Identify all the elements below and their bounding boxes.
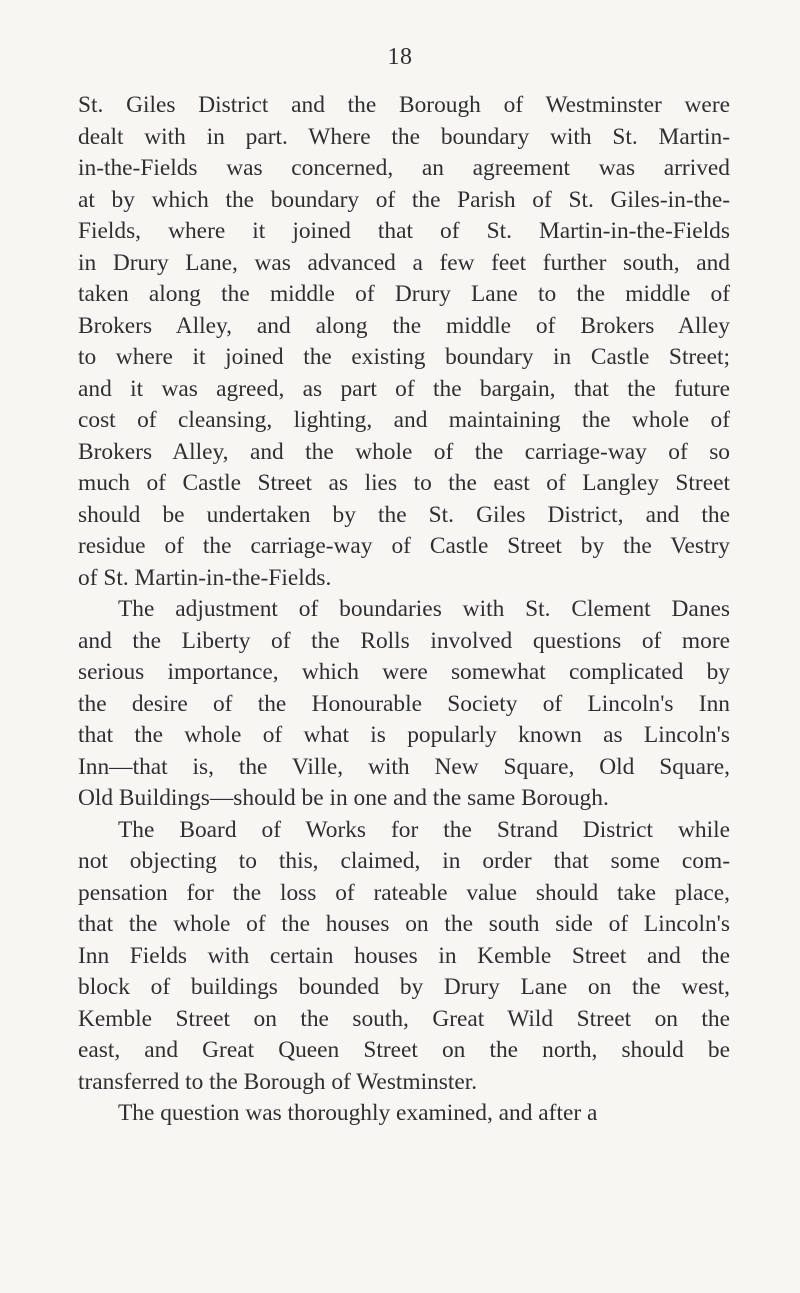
text-line: dealt with in part. Where the boundary with St. Martin- [78,123,730,150]
paragraph [78,594,730,815]
text-line: cost of cleansing, lighting, and maintaining the whole of [78,407,730,433]
text-line: in Drury Lane, was advanced a few feet further south, and [78,249,730,276]
paragraph [78,815,730,1099]
text-line: Inn—that is, the Ville, with New Square, Old Square, [78,753,730,780]
text-line: residue of the carriage-way of Castle Street by the Vestry [78,533,730,559]
text-line: Brokers Alley, and along the middle of Brokers Alley [78,312,730,339]
text-line: the desire of the Honourable Society of Lincoln's Inn [78,690,730,717]
text-line: taken along the middle of Drury Lane to the middle of [78,281,730,307]
paragraph [78,90,730,594]
text-line: at by which the boundary of the Parish of St. Giles-in-the- [78,186,730,213]
text-line: to where it joined the existing boundary in Castle Street; [78,344,730,370]
text-line: The Board of Works for the Strand District while [118,816,730,843]
text-line: and the Liberty of the Rolls involved questions of more [78,627,730,654]
text-line: block of buildings bounded by Drury Lane on the west, [78,974,730,1000]
text-line: Fields, where it joined that of St. Martin-in-the-Fields [78,218,730,244]
text-line: Kemble Street on the south, Great Wild Street on the [78,1005,730,1032]
text-line: transferred to the Borough of Westminster. [78,1068,478,1095]
text-line: in-the-Fields was concerned, an agreement was arrived [78,155,730,181]
text-line: Inn Fields with certain houses in Kemble Street and the [78,942,730,969]
text-line: Brokers Alley, and the whole of the carriage-way of so [78,438,730,465]
text-line: and it was agreed, as part of the bargain, that the future [78,375,730,402]
text-line: pensation for the loss of rateable value should take place, [78,879,730,906]
text-line: should be undertaken by the St. Giles District, and the [78,501,730,528]
text-line: that the whole of the houses on the south side of Lincoln's [78,911,730,937]
text-line: much of Castle Street as lies to the east of Langley Street [78,470,730,496]
text-line: east, and Great Queen Street on the north, should be [78,1037,730,1063]
text-line: that the whole of what is popularly known as Lincoln's [78,722,730,748]
text-line: The question was thoroughly examined, and after a [118,1100,598,1126]
body-text [78,90,730,1130]
page-number: 18 [387,44,413,70]
text-line: serious importance, which were somewhat complicated by [78,659,730,685]
text-line: Old Buildings—should be in one and the same Borough. [78,785,609,811]
paragraph [78,1098,730,1130]
text-line: The adjustment of boundaries with St. Clement Danes [118,596,730,622]
text-line: not objecting to this, claimed, in order that some com- [78,848,730,874]
text-line: of St. Martin-in-the-Fields. [78,564,332,591]
text-line: St. Giles District and the Borough of Westminster were [78,92,730,118]
